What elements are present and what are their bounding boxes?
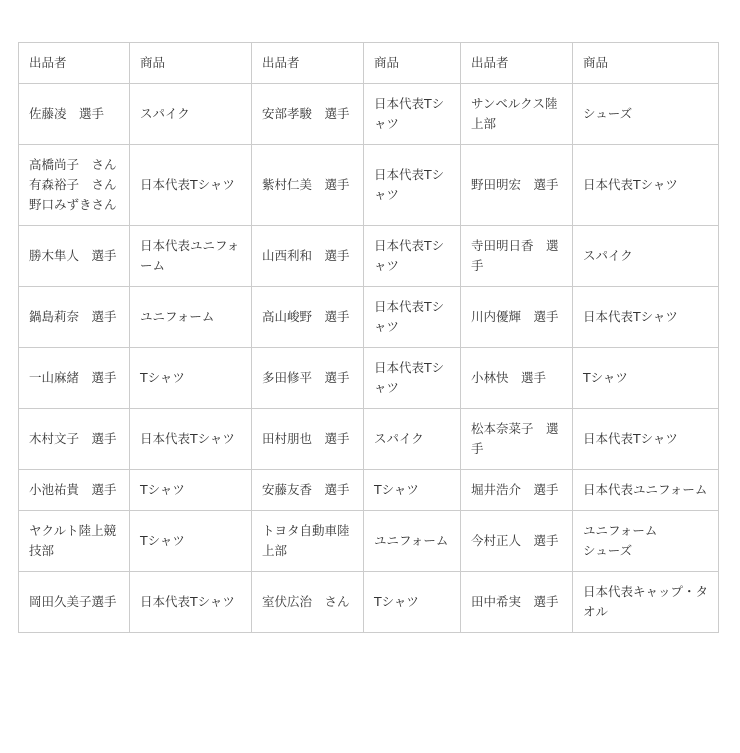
item-cell: 日本代表キャップ・タオル: [573, 572, 719, 633]
exhibitor-cell: 田村朋也 選手: [252, 409, 364, 470]
item-cell: 日本代表ユニフォーム: [573, 470, 719, 511]
header-exhibitor: 出品者: [252, 43, 364, 84]
item-cell: 日本代表Tシャツ: [130, 409, 252, 470]
exhibitor-cell: 一山麻緒 選手: [19, 348, 130, 409]
header-exhibitor: 出品者: [19, 43, 130, 84]
item-cell: 日本代表Tシャツ: [364, 84, 461, 145]
item-cell: ユニフォーム: [364, 511, 461, 572]
exhibitor-cell: 高橋尚子 さん 有森裕子 さん 野口みずきさん: [19, 145, 130, 226]
exhibitor-cell: ヤクルト陸上競技部: [19, 511, 130, 572]
item-cell: 日本代表Tシャツ: [364, 287, 461, 348]
exhibitor-cell: 紫村仁美 選手: [252, 145, 364, 226]
exhibitor-cell: 多田修平 選手: [252, 348, 364, 409]
item-cell: シューズ: [573, 84, 719, 145]
exhibitor-cell: 川内優輝 選手: [461, 287, 573, 348]
item-cell: 日本代表Tシャツ: [573, 145, 719, 226]
item-cell: 日本代表Tシャツ: [130, 145, 252, 226]
exhibitor-cell: 佐藤凌 選手: [19, 84, 130, 145]
exhibitor-cell: 田中希実 選手: [461, 572, 573, 633]
header-item: 商品: [364, 43, 461, 84]
table-body: [19, 84, 719, 633]
item-cell: Tシャツ: [130, 511, 252, 572]
item-cell: 日本代表Tシャツ: [364, 226, 461, 287]
exhibitor-cell: 勝木隼人 選手: [19, 226, 130, 287]
header-item: 商品: [573, 43, 719, 84]
item-cell: 日本代表Tシャツ: [130, 572, 252, 633]
item-cell: スパイク: [364, 409, 461, 470]
exhibitor-cell: 安部孝駿 選手: [252, 84, 364, 145]
item-cell: Tシャツ: [364, 470, 461, 511]
item-cell: ユニフォーム: [130, 287, 252, 348]
exhibitor-cell: 堀井浩介 選手: [461, 470, 573, 511]
exhibitor-cell: 室伏広治 さん: [252, 572, 364, 633]
item-cell: Tシャツ: [573, 348, 719, 409]
exhibitor-cell: 小林快 選手: [461, 348, 573, 409]
table-row: [19, 226, 719, 287]
table-row: [19, 572, 719, 633]
item-cell: スパイク: [130, 84, 252, 145]
donation-table: [18, 42, 719, 633]
item-cell: Tシャツ: [364, 572, 461, 633]
exhibitor-cell: 今村正人 選手: [461, 511, 573, 572]
item-cell: 日本代表Tシャツ: [573, 409, 719, 470]
exhibitor-cell: 小池祐貴 選手: [19, 470, 130, 511]
exhibitor-cell: 寺田明日香 選手: [461, 226, 573, 287]
exhibitor-cell: 岡田久美子選手: [19, 572, 130, 633]
table-row: [19, 145, 719, 226]
table-row: [19, 84, 719, 145]
exhibitor-cell: 高山峻野 選手: [252, 287, 364, 348]
exhibitor-cell: 野田明宏 選手: [461, 145, 573, 226]
item-cell: ユニフォーム シューズ: [573, 511, 719, 572]
item-cell: Tシャツ: [130, 348, 252, 409]
exhibitor-cell: 松本奈菜子 選手: [461, 409, 573, 470]
header-exhibitor: 出品者: [461, 43, 573, 84]
item-cell: 日本代表Tシャツ: [573, 287, 719, 348]
item-cell: 日本代表Tシャツ: [364, 348, 461, 409]
header-item: 商品: [130, 43, 252, 84]
exhibitor-cell: 山西利和 選手: [252, 226, 364, 287]
item-cell: 日本代表ユニフォーム: [130, 226, 252, 287]
exhibitor-cell: トヨタ自動車陸上部: [252, 511, 364, 572]
table-row: [19, 511, 719, 572]
item-cell: 日本代表Tシャツ: [364, 145, 461, 226]
exhibitor-cell: 木村文子 選手: [19, 409, 130, 470]
table-header: [19, 43, 719, 84]
exhibitor-cell: サンベルクス陸上部: [461, 84, 573, 145]
table-row: [19, 348, 719, 409]
item-cell: Tシャツ: [130, 470, 252, 511]
header-row: [19, 43, 719, 84]
exhibitor-cell: 鍋島莉奈 選手: [19, 287, 130, 348]
exhibitor-cell: 安藤友香 選手: [252, 470, 364, 511]
table-row: [19, 470, 719, 511]
table-row: [19, 409, 719, 470]
table-row: [19, 287, 719, 348]
item-cell: スパイク: [573, 226, 719, 287]
